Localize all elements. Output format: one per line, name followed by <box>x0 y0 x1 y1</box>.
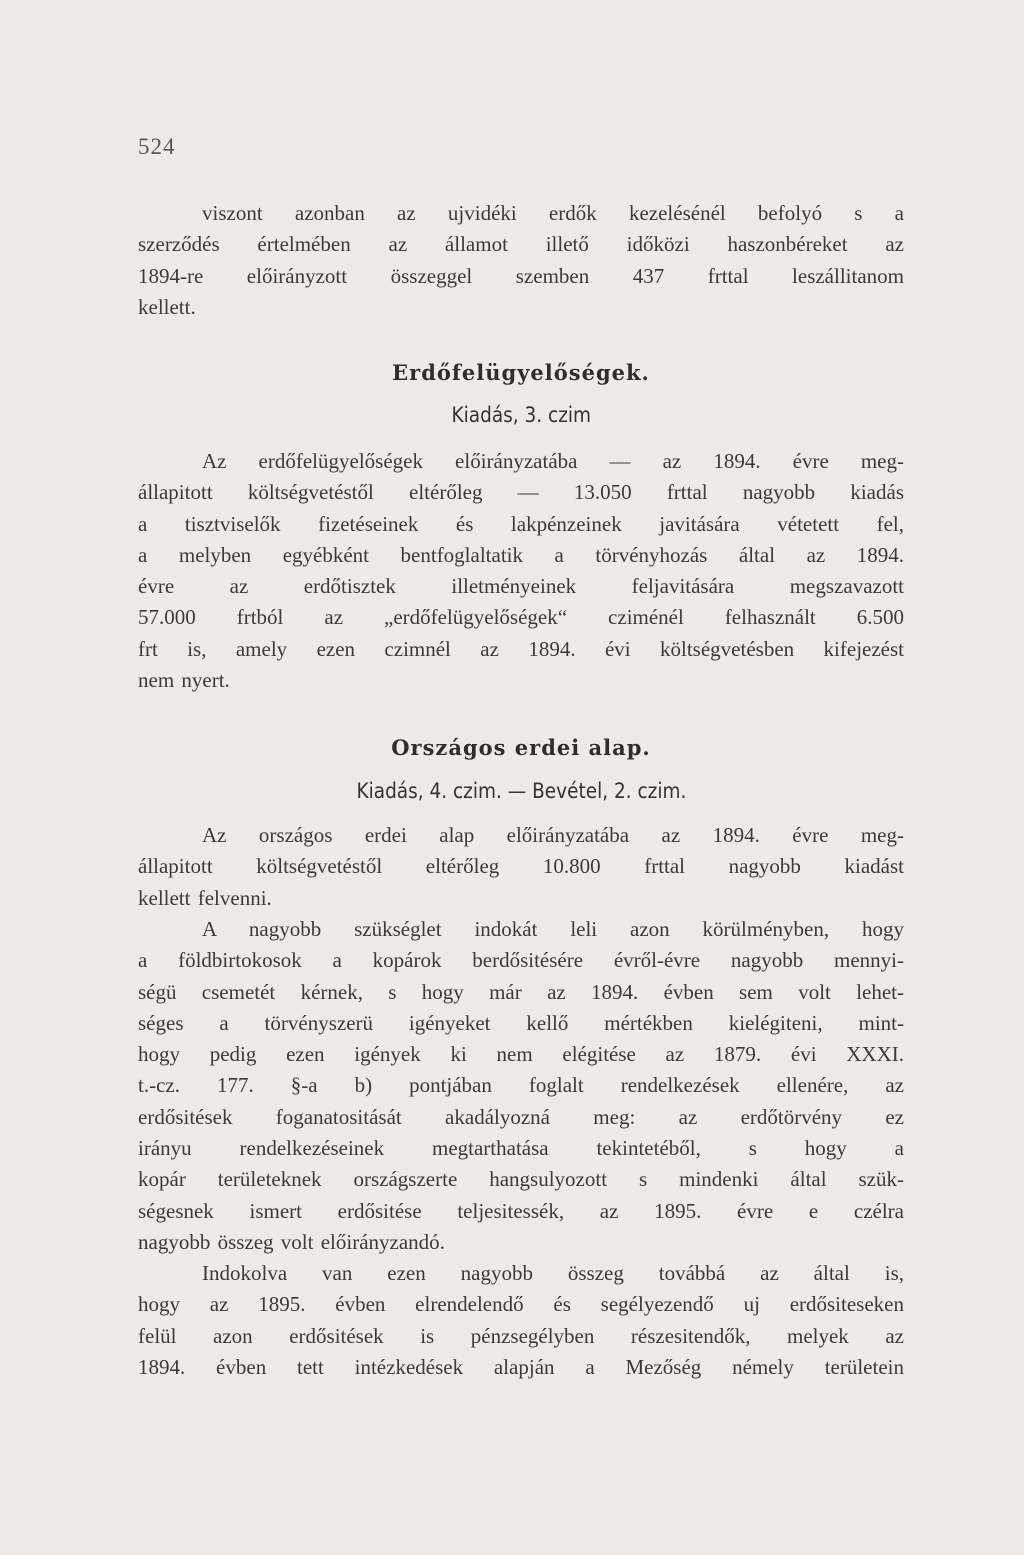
text-line: irányu rendelkezéseinek megtarthatása tekintetéből, s hogy a <box>138 1136 904 1161</box>
page-number: 524 <box>138 134 176 159</box>
text-line: 1894-re előirányzott összeggel szemben 437 frttal leszállitanom <box>138 263 904 288</box>
text-line: a földbirtokosok a kopárok berdősitésére évről-évre nagyobb mennyi- <box>138 948 904 973</box>
text-line: 1894. évben tett intézkedések alapján a Mezőség némely területein <box>138 1354 904 1379</box>
text-line: kellett. <box>138 294 196 319</box>
text-line: Indokolva van ezen nagyobb összeg továbbá az által is, <box>202 1261 904 1285</box>
section-heading: Erdőfelügyelőségek. <box>392 360 650 385</box>
text-line: állapitott költségvetéstől eltérőleg — 13.050 frttal nagyobb kiadás <box>138 480 904 505</box>
section-orszagos-subheading-wrap <box>138 779 904 803</box>
section-subheading <box>138 403 904 427</box>
section1-paragraph <box>138 446 904 696</box>
text-line: hogy az 1895. évben elrendelendő és segélyezendő uj erdősiteseken <box>138 1292 904 1317</box>
section2-paragraph-1 <box>138 820 904 914</box>
section-orszagos-erdei-alap <box>138 735 904 760</box>
text-line: felül azon erdősitések is pénzsegélyben részesitendők, melyek az <box>138 1323 904 1348</box>
section-subheading-text: Kiadás, 4. czim. — Bevétel, 2. czim. <box>356 779 686 803</box>
text-line: évre az erdőtisztek illetményeinek feljavitására megszavazott <box>138 574 904 599</box>
section-erdofelugyelosegek-subheading-wrap <box>138 403 904 427</box>
section-heading: Országos erdei alap. <box>391 735 651 760</box>
text-line: A nagyobb szükséglet indokát leli azon körülményben, hogy <box>202 917 904 941</box>
text-line: t.-cz. 177. §-a b) pontjában foglalt rendelkezések ellenére, az <box>138 1073 904 1098</box>
text-line: ségesnek ismert erdősitése teljesitessék, az 1895. évre e czélra <box>138 1198 904 1223</box>
text-line: nagyobb összeg volt előirányzandó. <box>138 1229 445 1254</box>
text-line: kopár területeknek országszerte hangsulyozott s mindenki által szük- <box>138 1167 904 1192</box>
text-line: 57.000 frtból az „erdőfelügyelőségek“ cziménél felhasznált 6.500 <box>138 605 904 630</box>
text-line: frt is, amely ezen czimnél az 1894. évi költségvetésben kifejezést <box>138 636 904 661</box>
text-line: ségü csemetét kérnek, s hogy már az 1894. évben sem volt lehet- <box>138 979 904 1004</box>
text-line: Az országos erdei alap előirányzatába az 1894. évre meg- <box>202 823 904 847</box>
section-subheading <box>138 779 904 803</box>
intro-paragraph <box>138 198 904 323</box>
text-line: a melyben egyébként bentfoglaltatik a törvényhozás által az 1894. <box>138 542 904 567</box>
text-line: viszont azonban az ujvidéki erdők kezelésénél befolyó s a <box>202 201 904 225</box>
text-line: kellett felvenni. <box>138 885 272 910</box>
text-line: erdősitések foganatositását akadályozná meg: az erdőtörvény ez <box>138 1104 904 1129</box>
text-line: Az erdőfelügyelőségek előirányzatába — az 1894. évre meg- <box>202 449 904 473</box>
text-line: nem nyert. <box>138 668 230 693</box>
text-line: a tisztviselők fizetéseinek és lakpénzeinek javitására vétetett fel, <box>138 511 904 536</box>
section-erdofelugyelosegek <box>138 360 904 385</box>
section2-paragraph-2 <box>138 914 904 1258</box>
section-subheading-text: Kiadás, 3. czim <box>451 403 591 427</box>
text-line: szerződés értelmében az államot illető időközi haszonbéreket az <box>138 232 904 257</box>
text-line: állapitott költségvetéstől eltérőleg 10.800 frttal nagyobb kiadást <box>138 854 904 879</box>
section2-paragraph-3 <box>138 1258 904 1383</box>
text-line: séges a törvényszerü igényeket kellő mértékben kielégiteni, mint- <box>138 1010 904 1035</box>
text-line: hogy pedig ezen igények ki nem elégitése az 1879. évi XXXI. <box>138 1042 904 1067</box>
